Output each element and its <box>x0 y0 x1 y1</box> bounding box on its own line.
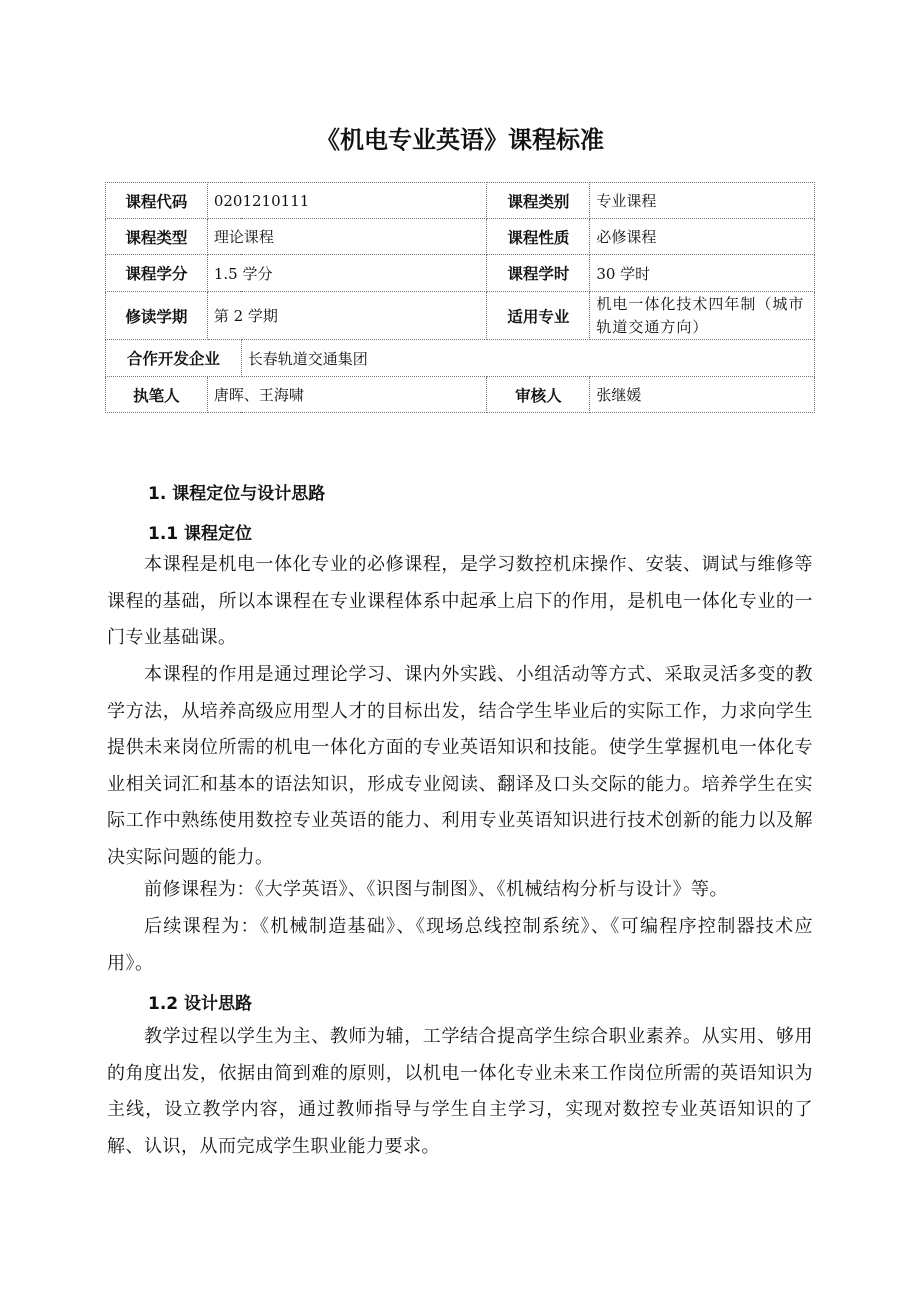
value-semester: 第 2 学期 <box>207 292 487 340</box>
table-row <box>106 340 815 377</box>
value-course-category: 专业课程 <box>590 183 815 219</box>
label-course-code: 课程代码 <box>106 183 208 219</box>
table-row <box>106 377 815 413</box>
value-partner: 长春轨道交通集团 <box>241 340 814 377</box>
value-major: 机电一体化技术四年制（城市轨道交通方向） <box>590 292 815 340</box>
paragraph: 教学过程以学生为主、教师为辅，工学结合提高学生综合职业素养。从实用、够用的角度出发，依据由简到难的原则，以机电一体化专业未来工作岗位所需的英语知识为主线，设立教学内容，通过教师指导与学生自主学习，实现对数控专业英语知识的了解、认识，从而完成学生职业能力要求。 <box>107 1026 813 1157</box>
label-major: 适用专业 <box>487 292 590 340</box>
subsection-heading: 1.2 设计思路 <box>148 994 253 1014</box>
section-heading: 1. 课程定位与设计思路 <box>148 484 326 504</box>
label-course-type: 课程类型 <box>106 219 208 255</box>
table-row <box>106 255 815 292</box>
label-semester: 修读学期 <box>106 292 208 340</box>
document-title: 《机电专业英语》课程标准 <box>316 126 604 154</box>
label-author: 执笔人 <box>106 377 208 413</box>
value-course-nature: 必修课程 <box>590 219 815 255</box>
table-row <box>106 219 815 255</box>
label-course-category: 课程类别 <box>487 183 590 219</box>
table-row <box>106 183 815 219</box>
paragraph: 前修课程为：《大学英语》、《识图与制图》、《机械结构分析与设计》等。 <box>144 879 728 900</box>
label-reviewer: 审核人 <box>487 377 590 413</box>
course-info-table <box>105 182 815 413</box>
label-hours: 课程学时 <box>487 255 590 292</box>
label-partner: 合作开发企业 <box>106 340 242 377</box>
value-reviewer: 张继媛 <box>590 377 815 413</box>
subsection-heading: 1.1 课程定位 <box>148 524 253 544</box>
value-credits: 1.5 学分 <box>207 255 487 292</box>
value-hours: 30 学时 <box>590 255 815 292</box>
value-course-code: 0201210111 <box>207 183 487 219</box>
paragraph: 后续课程为：《机械制造基础》、《现场总线控制系统》、《可编程序控制器技术应用》。 <box>107 916 813 974</box>
table-row <box>106 292 815 340</box>
label-course-nature: 课程性质 <box>487 219 590 255</box>
value-author: 唐晖、王海啸 <box>207 377 487 413</box>
paragraph: 本课程是机电一体化专业的必修课程，是学习数控机床操作、安装、调试与维修等课程的基础，所以本课程在专业课程体系中起承上启下的作用，是机电一体化专业的一门专业基础课。 <box>107 554 813 648</box>
paragraph: 本课程的作用是通过理论学习、课内外实践、小组活动等方式、采取灵活多变的教学方法，从培养高级应用型人才的目标出发，结合学生毕业后的实际工作，力求向学生提供未来岗位所需的机电一体化方面的专业英语知识和技能。使学生掌握机电一体化专业相关词汇和基本的语法知识，形成专业阅读、翻译及口头交际的能力。培养学生在实际工作中熟练使用数控专业英语的能力、利用专业英语知识进行技术创新的能力以及解决实际问题的能力。 <box>107 664 813 868</box>
value-course-type: 理论课程 <box>207 219 487 255</box>
label-credits: 课程学分 <box>106 255 208 292</box>
